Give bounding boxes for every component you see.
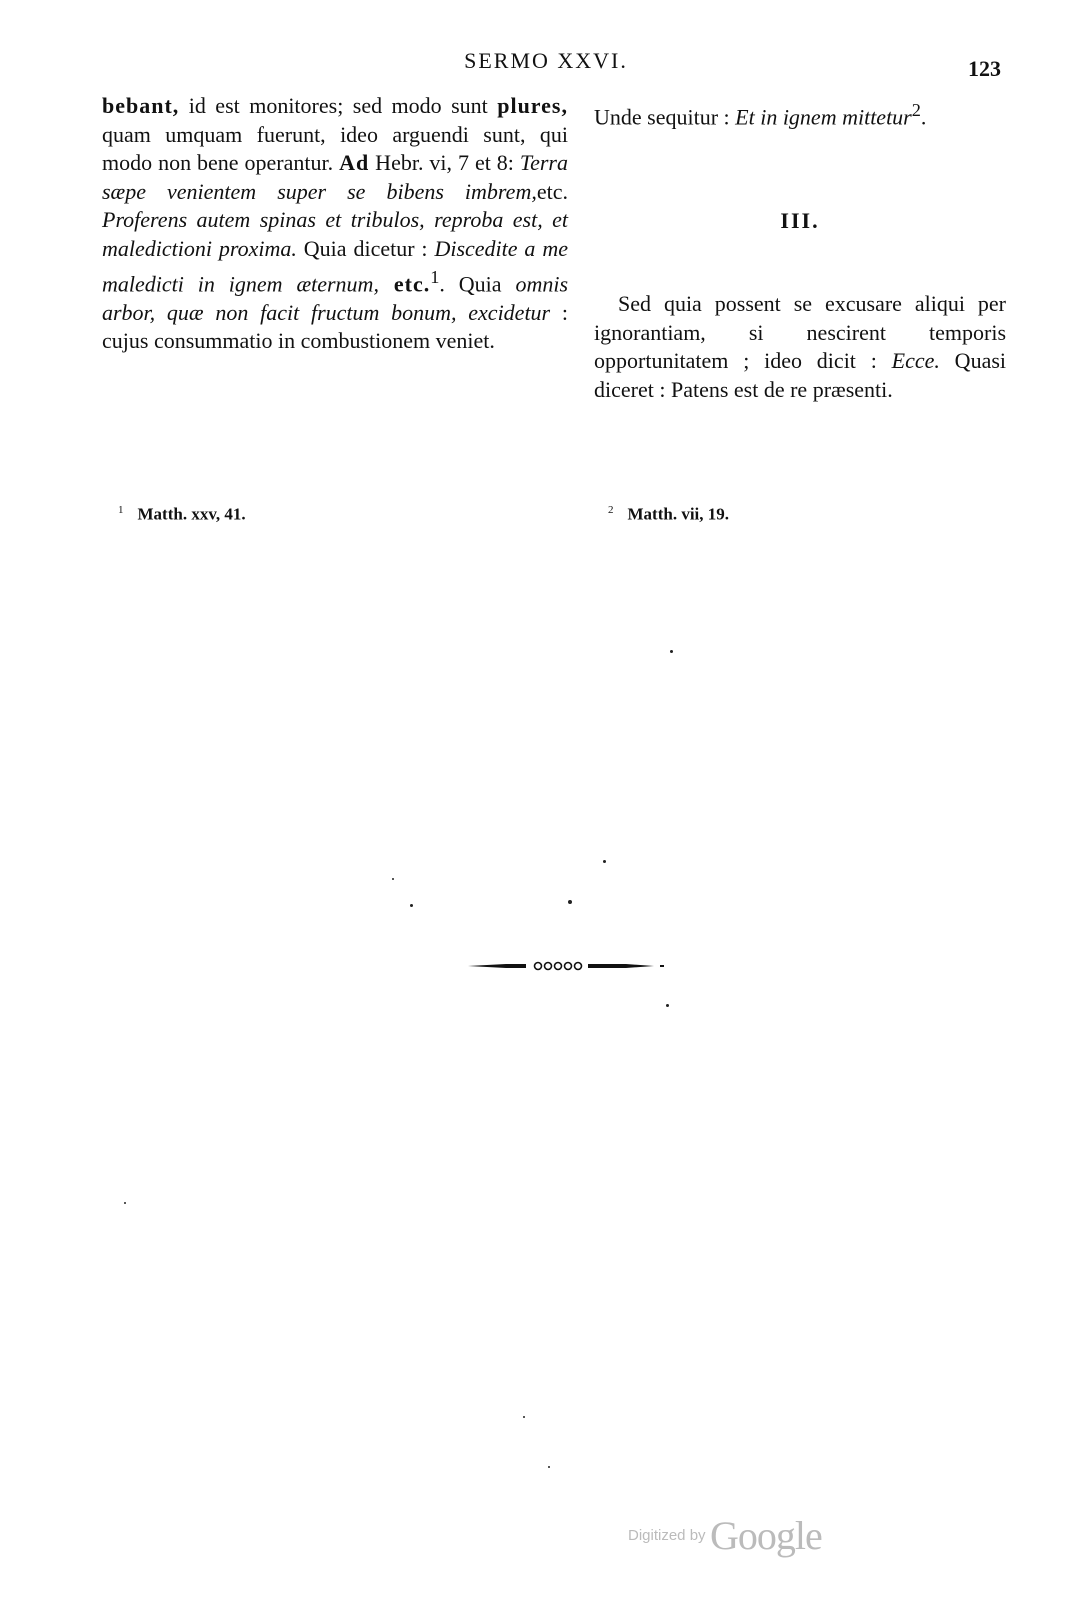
section-paragraph <box>594 290 1006 404</box>
scan-speck <box>568 900 572 904</box>
section-number: III. <box>780 208 820 233</box>
text-segment: Quia dicetur : <box>296 235 435 261</box>
text-segment: Quasi diceret : Patens est de re præsenti. <box>594 348 1007 402</box>
text-segment: Unde sequitur : <box>594 104 736 130</box>
scan-speck <box>666 1004 669 1007</box>
scan-speck <box>392 878 394 880</box>
google-logo: Google <box>710 1513 822 1558</box>
text-segment: Hebr. vi, 7 et 8: <box>369 150 520 175</box>
scripture-quote: Terra sæpe venientem super se bibens imbrem, <box>102 150 568 204</box>
scan-speck <box>670 650 673 653</box>
footnote-text: Matth. vii, 19. <box>627 504 730 524</box>
scan-speck <box>603 860 606 863</box>
text-segment: . Quia <box>439 271 516 297</box>
scripture-quote: omnis arbor, quæ non facit fructum bonum, excidetur <box>102 271 569 325</box>
page-number: 123 <box>968 56 1001 81</box>
left-column-paragraph <box>102 92 568 356</box>
end-ornament <box>466 960 666 972</box>
scripture-quote: Ecce. <box>891 348 940 373</box>
text-segment: bebant, <box>102 93 180 118</box>
scan-speck <box>523 1416 525 1418</box>
footnote-ref: 1 <box>430 267 440 287</box>
footnote-2 <box>608 504 729 525</box>
text-segment: plures, <box>497 93 568 118</box>
footnote-ref: 2 <box>911 100 921 120</box>
footnote-1 <box>118 504 246 525</box>
text-segment: id est monitores; sed modo sunt <box>179 93 498 118</box>
scripture-quote: Discedite a me maledicti in ignem æternum, <box>102 235 568 297</box>
scan-speck <box>548 1466 550 1468</box>
text-segment: : cujus consummatio in combustionem veniet. <box>102 299 568 354</box>
text-segment: quam umquam fuerunt, ideo arguendi sunt, qui modo non bene operantur. <box>102 121 568 175</box>
text-segment: etc. <box>378 271 431 297</box>
watermark-prefix: Digitized by <box>628 1527 706 1544</box>
digitized-watermark <box>628 1512 822 1559</box>
footnote-text: Matth. xxv, 41. <box>137 504 246 524</box>
running-title: SERMO XXVI. <box>464 48 628 73</box>
text-segment: etc. <box>536 178 568 204</box>
text-segment: Sed quia possent se excusare aliqui per ignorantiam, si nescirent temporis opportunitatem ; ideo dicit : <box>594 291 1006 373</box>
right-column-paragraph <box>594 96 1006 132</box>
footnote-mark: 1 <box>118 504 124 516</box>
text-segment: Ad <box>339 150 370 175</box>
footnote-mark: 2 <box>608 504 614 516</box>
scan-speck <box>124 1202 126 1204</box>
scripture-quote: Proferens autem spinas et tribulos, reproba est, et maledictioni proxima. <box>102 207 568 261</box>
scripture-quote: Et in ignem mittetur <box>735 104 912 130</box>
text-segment: . <box>920 104 927 130</box>
scan-speck <box>410 904 413 907</box>
